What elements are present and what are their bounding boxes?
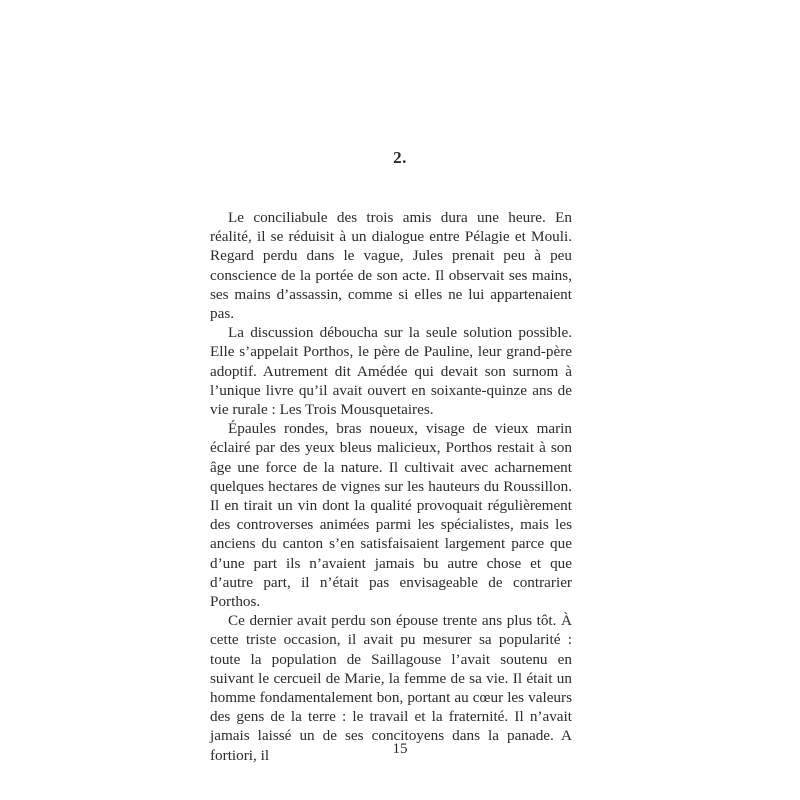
chapter-number: 2. [393,148,407,167]
page-number: 15 [392,741,408,757]
paragraph-1: Le conciliabule des trois amis dura une heure. En réalité, il se réduisit à un dialogue entre Pélagie et Mouli. Regard perdu dans le vague, Jules prenait peu à peu conscience de la portée de son acte. Il observait ses mains, ses mains d’assassin, comme si elles ne lui appartenaient pas. [210,209,572,323]
paragraph-4: Ce dernier avait perdu son épouse trente ans plus tôt. À cette triste occasion, il avait pu mesurer sa popularité : toute la population de Saillagouse l’avait soutenu en suivant le cercueil de Marie, la femme de sa vie. Il était un homme fondamentalement bon, portant au cœur les valeurs des gens de la terre : le travail et la fraternité. Il n’avait jamais laissé un de ses concitoyens dans la panade. A fortiori, il [210,612,572,764]
body-text [210,208,572,765]
paragraph-2: La discussion déboucha sur la seule solution possible. Elle s’appelait Porthos, le père de Pauline, leur grand-père adoptif. Autrement dit Amédée qui devait son surnom à l’unique livre qu’il avait ouvert en soixante-quinze ans de vie rurale : Les Trois Mousquetaires. [210,324,572,419]
paragraph-3: Épaules rondes, bras noueux, visage de vieux marin éclairé par des yeux bleus malicieux, Porthos restait à son âge une force de la nature. Il cultivait avec acharnement quelques hectares de vignes sur les hauteurs du Roussillon. Il en tirait un vin dont la qualité provoquait régulièrement des controverses animées parmi les spécialistes, mais les anciens du canton s’en satisfaisaient largement parce que d’une part ils n’avaient jamais bu autre chose et que d’autre part, il n’était pas envisageable de contrarier Porthos. [210,420,572,611]
